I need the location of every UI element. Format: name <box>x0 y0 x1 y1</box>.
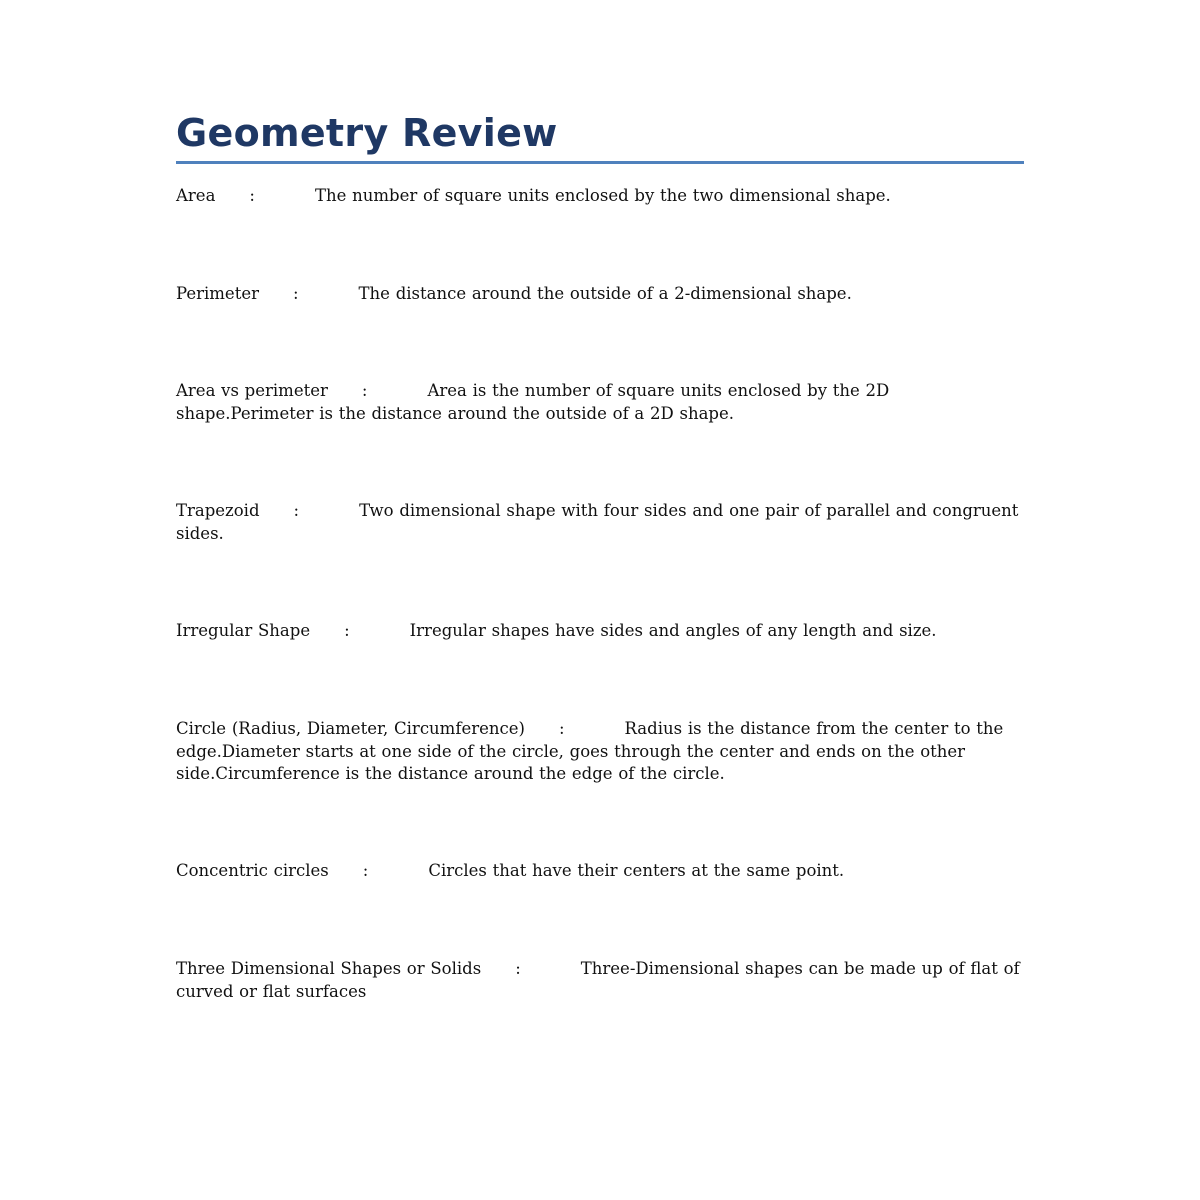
entry-separator: : <box>558 719 565 738</box>
entry-term: Trapezoid <box>176 501 260 520</box>
entry-definition: Three-Dimensional shapes can be made up of flat of curved or flat surfaces <box>176 959 1020 1001</box>
glossary-entry-irregular-shape <box>176 620 1024 643</box>
entry-term: Concentric circles <box>176 861 329 880</box>
entry-definition: Radius is the distance from the center to the edge.Diameter starts at one side of the circle, goes through the center and ends on the other side.Circumference is the distance around the edge of the circle. <box>176 719 1004 783</box>
entry-separator: : <box>249 186 255 205</box>
entry-definition: Two dimensional shape with four sides and one pair of parallel and congruent sides. <box>176 501 1019 543</box>
title-underline <box>176 161 1024 164</box>
entry-separator: : <box>515 959 521 978</box>
entry-term: Irregular Shape <box>176 621 311 640</box>
document-page <box>176 108 1024 164</box>
entry-definition: The distance around the outside of a 2-dimensional shape. <box>358 284 852 303</box>
entry-separator: : <box>362 861 369 880</box>
entry-term: Area vs perimeter <box>176 381 328 400</box>
glossary-entry-trapezoid <box>176 500 1024 545</box>
glossary-entry-circle <box>176 718 1024 786</box>
entry-separator: : <box>292 284 299 303</box>
glossary-entry-perimeter <box>176 283 1024 306</box>
entry-term: Perimeter <box>176 284 259 303</box>
entry-separator: : <box>361 381 368 400</box>
entry-term: Area <box>176 186 216 205</box>
entry-term: Circle (Radius, Diameter, Circumference) <box>176 719 525 738</box>
glossary-entry-three-dimensional-shapes <box>176 958 1024 1003</box>
entry-term: Three Dimensional Shapes or Solids <box>176 959 482 978</box>
entry-separator: : <box>344 621 350 640</box>
entry-definition: Area is the number of square units enclosed by the 2D shape.Perimeter is the distance around the outside of a 2D shape. <box>176 381 890 423</box>
glossary-entry-concentric-circles <box>176 860 1024 883</box>
entry-separator: : <box>293 501 300 520</box>
entry-definition: The number of square units enclosed by the two dimensional shape. <box>314 186 891 205</box>
entry-definition: Irregular shapes have sides and angles of any length and size. <box>409 621 937 640</box>
page-title: Geometry Review <box>176 111 558 155</box>
entry-definition: Circles that have their centers at the same point. <box>428 861 845 880</box>
glossary-entry-area <box>176 185 1024 208</box>
glossary-entry-area-vs-perimeter <box>176 380 1024 425</box>
